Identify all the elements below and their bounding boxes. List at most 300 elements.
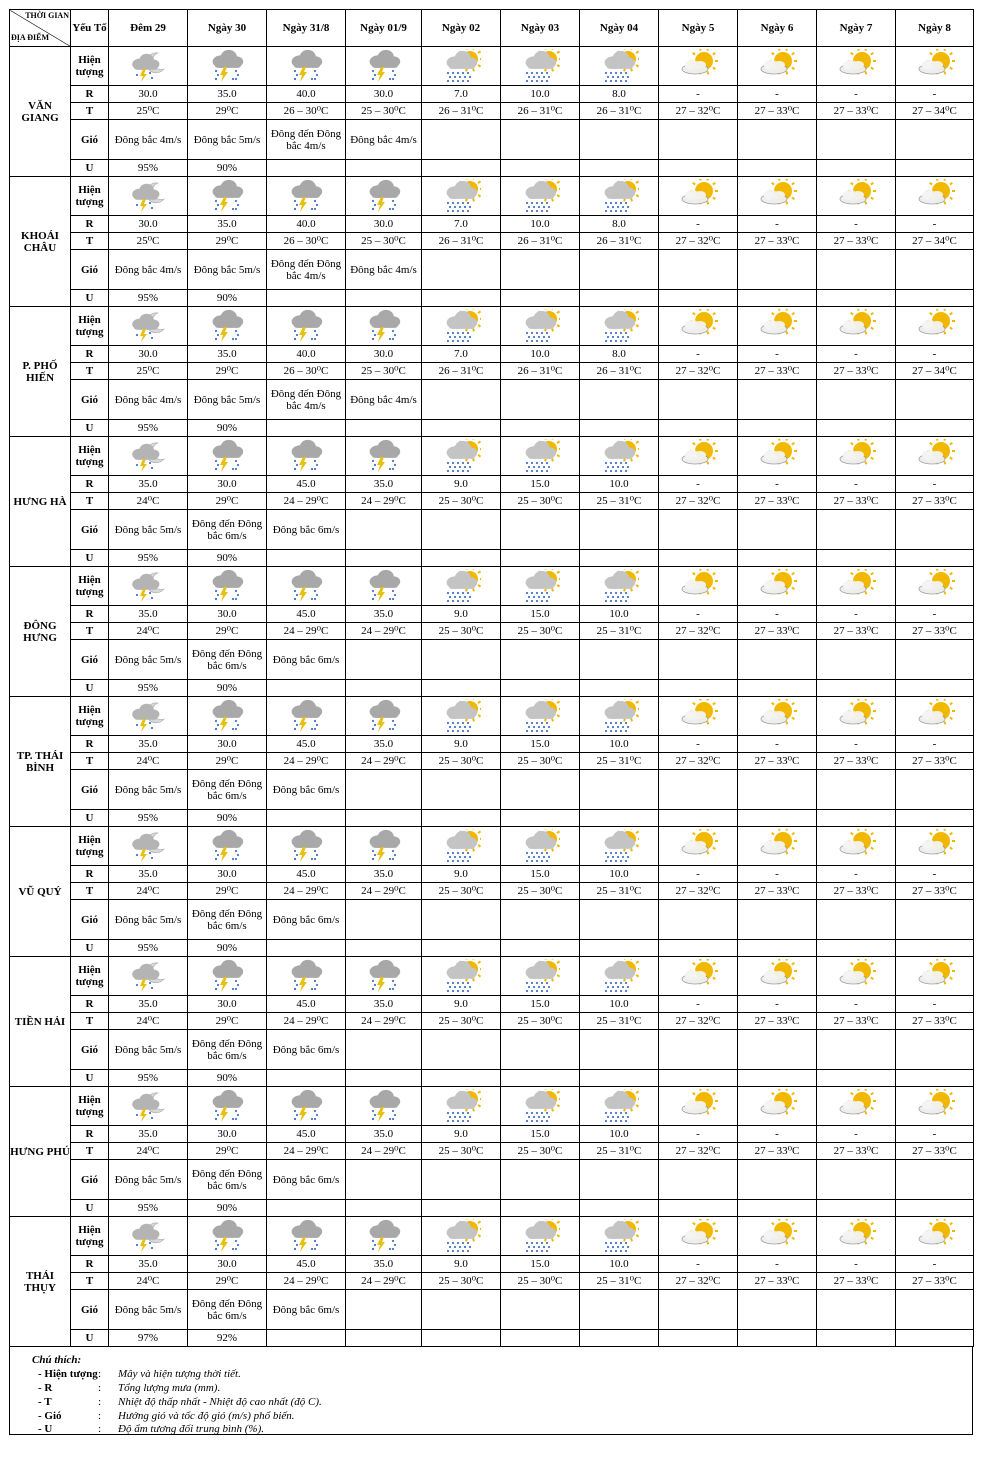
u-value bbox=[659, 680, 738, 697]
t-value: 27 – 33⁰C bbox=[896, 1273, 974, 1290]
sun-cloud-rain-icon bbox=[422, 699, 500, 733]
weather-cell bbox=[817, 307, 896, 346]
location-u-row bbox=[10, 810, 974, 827]
r-value: 9.0 bbox=[422, 476, 501, 493]
night-storm-icon bbox=[109, 699, 187, 733]
gio-value bbox=[501, 250, 580, 290]
t-value: 27 – 33⁰C bbox=[817, 233, 896, 250]
r-value: - bbox=[896, 1126, 974, 1143]
factor-label: T bbox=[71, 103, 109, 120]
u-value bbox=[267, 160, 346, 177]
t-value: 27 – 32⁰C bbox=[659, 753, 738, 770]
r-value: - bbox=[738, 1256, 817, 1273]
u-value bbox=[896, 550, 974, 567]
t-value: 24 – 29⁰C bbox=[346, 1273, 422, 1290]
location-name: KHOÁI CHÂU bbox=[10, 177, 71, 307]
gio-value bbox=[346, 900, 422, 940]
gio-value bbox=[896, 640, 974, 680]
r-value: - bbox=[659, 1256, 738, 1273]
location-hien_tuong-row bbox=[10, 567, 974, 606]
weather-cell bbox=[896, 1217, 974, 1256]
weather-cell bbox=[738, 437, 817, 476]
t-value: 25 – 30⁰C bbox=[346, 363, 422, 380]
u-value bbox=[738, 680, 817, 697]
gio-value bbox=[422, 1290, 501, 1330]
note-text: Tổng lượng mưa (mm). bbox=[118, 1382, 221, 1394]
sun-cloud-icon bbox=[659, 829, 737, 863]
gio-value: Đông bắc 5m/s bbox=[109, 510, 188, 550]
weather-cell bbox=[817, 697, 896, 736]
t-value: 25 – 30⁰C bbox=[346, 103, 422, 120]
sun-cloud-rain-icon bbox=[580, 699, 658, 733]
thunder-rain-icon bbox=[188, 309, 266, 343]
weather-cell bbox=[267, 697, 346, 736]
weather-cell bbox=[346, 567, 422, 606]
r-value: 35.0 bbox=[109, 1126, 188, 1143]
sun-cloud-rain-icon bbox=[501, 569, 579, 603]
factor-label: R bbox=[71, 736, 109, 753]
r-value: - bbox=[896, 86, 974, 103]
gio-value bbox=[501, 770, 580, 810]
header-row bbox=[10, 10, 974, 47]
t-value: 27 – 33⁰C bbox=[738, 1013, 817, 1030]
t-value: 29⁰C bbox=[188, 883, 267, 900]
weather-cell bbox=[659, 307, 738, 346]
gio-value: Đông bắc 5m/s bbox=[188, 250, 267, 290]
gio-value bbox=[817, 120, 896, 160]
weather-cell bbox=[109, 827, 188, 866]
r-value: 15.0 bbox=[501, 866, 580, 883]
thunder-rain-icon bbox=[188, 1219, 266, 1253]
gio-value bbox=[659, 1030, 738, 1070]
gio-value bbox=[896, 380, 974, 420]
sun-cloud-rain-icon bbox=[501, 959, 579, 993]
location-t-row bbox=[10, 103, 974, 120]
sun-cloud-icon bbox=[817, 1219, 895, 1253]
factor-label: T bbox=[71, 883, 109, 900]
sun-cloud-rain-icon bbox=[501, 439, 579, 473]
sun-cloud-icon bbox=[896, 439, 973, 473]
thunder-rain-icon bbox=[188, 49, 266, 83]
location-u-row bbox=[10, 940, 974, 957]
thunder-rain-icon bbox=[267, 699, 345, 733]
t-value: 27 – 32⁰C bbox=[659, 1143, 738, 1160]
gio-value: Đông bắc 4m/s bbox=[109, 250, 188, 290]
sun-cloud-icon bbox=[738, 1089, 816, 1123]
r-value: 45.0 bbox=[267, 866, 346, 883]
factor-label: Gió bbox=[71, 770, 109, 810]
u-value bbox=[346, 160, 422, 177]
u-value bbox=[501, 160, 580, 177]
t-value: 24 – 29⁰C bbox=[267, 1143, 346, 1160]
gio-value bbox=[501, 900, 580, 940]
t-value: 24⁰C bbox=[109, 493, 188, 510]
gio-value: Đông bắc 5m/s bbox=[188, 380, 267, 420]
note-key: - U bbox=[38, 1423, 53, 1435]
weather-cell bbox=[188, 567, 267, 606]
t-value: 27 – 33⁰C bbox=[738, 1143, 817, 1160]
gio-value bbox=[501, 380, 580, 420]
thunder-rain-icon bbox=[346, 699, 421, 733]
weather-cell bbox=[580, 697, 659, 736]
gio-value: Đông đến Đông bắc 4m/s bbox=[267, 250, 346, 290]
u-value bbox=[267, 940, 346, 957]
sun-cloud-icon bbox=[896, 1219, 973, 1253]
legend-notes bbox=[9, 1347, 973, 1435]
u-value bbox=[896, 1070, 974, 1087]
r-value: - bbox=[738, 476, 817, 493]
u-value bbox=[896, 1330, 974, 1347]
u-value bbox=[659, 940, 738, 957]
location-r-row bbox=[10, 476, 974, 493]
gio-value bbox=[422, 120, 501, 160]
factor-label: R bbox=[71, 346, 109, 363]
r-value: 35.0 bbox=[109, 866, 188, 883]
weather-cell bbox=[188, 1217, 267, 1256]
location-gio-row bbox=[10, 1160, 974, 1200]
r-value: - bbox=[659, 606, 738, 623]
thunder-rain-icon bbox=[267, 959, 345, 993]
weather-cell bbox=[896, 1087, 974, 1126]
gio-value: Đông đến Đông bắc 4m/s bbox=[267, 380, 346, 420]
location-t-row bbox=[10, 363, 974, 380]
gio-value bbox=[817, 900, 896, 940]
location-u-row bbox=[10, 1200, 974, 1217]
r-value: 35.0 bbox=[109, 736, 188, 753]
sun-cloud-icon bbox=[738, 439, 816, 473]
u-value bbox=[346, 420, 422, 437]
t-value: 29⁰C bbox=[188, 1013, 267, 1030]
weather-cell bbox=[422, 1087, 501, 1126]
sun-cloud-icon bbox=[659, 699, 737, 733]
t-value: 27 – 33⁰C bbox=[817, 363, 896, 380]
weather-cell bbox=[817, 827, 896, 866]
weather-cell bbox=[267, 177, 346, 216]
r-value: 30.0 bbox=[109, 86, 188, 103]
r-value: 30.0 bbox=[188, 996, 267, 1013]
weather-cell bbox=[188, 437, 267, 476]
t-value: 24⁰C bbox=[109, 623, 188, 640]
r-value: 35.0 bbox=[346, 1256, 422, 1273]
factor-label: T bbox=[71, 363, 109, 380]
u-value bbox=[422, 160, 501, 177]
u-value bbox=[422, 810, 501, 827]
location-r-row bbox=[10, 866, 974, 883]
weather-cell bbox=[501, 827, 580, 866]
sun-cloud-rain-icon bbox=[580, 1219, 658, 1253]
t-value: 25 – 31⁰C bbox=[580, 1143, 659, 1160]
gio-value bbox=[580, 510, 659, 550]
weather-cell bbox=[896, 567, 974, 606]
sun-cloud-icon bbox=[738, 569, 816, 603]
r-value: - bbox=[896, 476, 974, 493]
location-hien_tuong-row bbox=[10, 1217, 974, 1256]
sun-cloud-icon bbox=[659, 179, 737, 213]
weather-cell bbox=[501, 957, 580, 996]
note-key: - T bbox=[38, 1396, 52, 1408]
gio-value: Đông đến Đông bắc 6m/s bbox=[188, 900, 267, 940]
r-value: 35.0 bbox=[109, 1256, 188, 1273]
sun-cloud-rain-icon bbox=[501, 1219, 579, 1253]
t-value: 25 – 30⁰C bbox=[422, 1013, 501, 1030]
location-hien_tuong-row bbox=[10, 957, 974, 996]
weather-cell bbox=[501, 1087, 580, 1126]
gio-value bbox=[346, 640, 422, 680]
u-value: 95% bbox=[109, 940, 188, 957]
weather-cell bbox=[659, 827, 738, 866]
sun-cloud-icon bbox=[817, 569, 895, 603]
weather-cell bbox=[267, 827, 346, 866]
t-value: 25 – 30⁰C bbox=[422, 623, 501, 640]
factor-label: Hiện tượng bbox=[71, 47, 109, 86]
location-u-row bbox=[10, 1070, 974, 1087]
weather-cell bbox=[501, 697, 580, 736]
t-value: 27 – 33⁰C bbox=[817, 623, 896, 640]
thunder-rain-icon bbox=[267, 1089, 345, 1123]
weather-cell bbox=[501, 567, 580, 606]
gio-value bbox=[817, 1160, 896, 1200]
t-value: 27 – 32⁰C bbox=[659, 363, 738, 380]
note-sep: : bbox=[98, 1368, 102, 1380]
t-value: 24⁰C bbox=[109, 1273, 188, 1290]
location-hien_tuong-row bbox=[10, 437, 974, 476]
u-value bbox=[422, 420, 501, 437]
r-value: - bbox=[738, 736, 817, 753]
location-u-row bbox=[10, 680, 974, 697]
thunder-rain-icon bbox=[188, 179, 266, 213]
r-value: 45.0 bbox=[267, 606, 346, 623]
u-value bbox=[267, 810, 346, 827]
factor-label: T bbox=[71, 1143, 109, 1160]
r-value: 30.0 bbox=[109, 346, 188, 363]
day-header: Ngày 5 bbox=[659, 10, 738, 47]
factor-label: U bbox=[71, 1330, 109, 1347]
u-value bbox=[501, 680, 580, 697]
gio-value bbox=[738, 770, 817, 810]
t-value: 27 – 33⁰C bbox=[817, 883, 896, 900]
r-value: 9.0 bbox=[422, 866, 501, 883]
gio-value bbox=[896, 1030, 974, 1070]
u-value bbox=[659, 420, 738, 437]
gio-value: Đông bắc 4m/s bbox=[109, 120, 188, 160]
night-storm-icon bbox=[109, 309, 187, 343]
weather-cell bbox=[896, 47, 974, 86]
u-value bbox=[817, 1070, 896, 1087]
gio-value: Đông bắc 6m/s bbox=[267, 1160, 346, 1200]
r-value: 10.0 bbox=[501, 346, 580, 363]
weather-cell bbox=[109, 437, 188, 476]
factor-label: U bbox=[71, 1070, 109, 1087]
weather-cell bbox=[109, 47, 188, 86]
location-hien_tuong-row bbox=[10, 697, 974, 736]
factor-label: R bbox=[71, 1126, 109, 1143]
r-value: - bbox=[659, 1126, 738, 1143]
r-value: 30.0 bbox=[188, 1256, 267, 1273]
factor-label: T bbox=[71, 493, 109, 510]
note-key: - Gió bbox=[38, 1410, 62, 1422]
weather-cell bbox=[188, 47, 267, 86]
u-value bbox=[896, 940, 974, 957]
r-value: - bbox=[738, 866, 817, 883]
u-value bbox=[422, 550, 501, 567]
r-value: 8.0 bbox=[580, 86, 659, 103]
gio-value: Đông bắc 5m/s bbox=[109, 1030, 188, 1070]
gio-value bbox=[738, 250, 817, 290]
gio-value: Đông đến Đông bắc 6m/s bbox=[188, 1030, 267, 1070]
gio-value: Đông đến Đông bắc 6m/s bbox=[188, 510, 267, 550]
weather-cell bbox=[188, 957, 267, 996]
r-value: - bbox=[896, 1256, 974, 1273]
t-value: 29⁰C bbox=[188, 753, 267, 770]
night-storm-icon bbox=[109, 959, 187, 993]
weather-cell bbox=[422, 697, 501, 736]
factor-label: U bbox=[71, 810, 109, 827]
location-name: HƯNG PHÚ bbox=[10, 1087, 71, 1217]
u-value bbox=[501, 550, 580, 567]
weather-cell bbox=[188, 827, 267, 866]
u-value bbox=[659, 290, 738, 307]
sun-cloud-rain-icon bbox=[580, 309, 658, 343]
weather-cell bbox=[109, 307, 188, 346]
r-value: - bbox=[659, 346, 738, 363]
t-value: 26 – 30⁰C bbox=[267, 233, 346, 250]
weather-cell bbox=[817, 437, 896, 476]
weather-cell bbox=[422, 437, 501, 476]
gio-value bbox=[896, 1160, 974, 1200]
note-line bbox=[38, 1409, 295, 1423]
t-value: 27 – 33⁰C bbox=[738, 363, 817, 380]
r-value: 15.0 bbox=[501, 476, 580, 493]
gio-value bbox=[738, 120, 817, 160]
u-value bbox=[817, 550, 896, 567]
r-value: 30.0 bbox=[346, 216, 422, 233]
gio-value bbox=[346, 770, 422, 810]
gio-value: Đông bắc 4m/s bbox=[346, 380, 422, 420]
gio-value: Đông bắc 6m/s bbox=[267, 770, 346, 810]
corner-time-label: THỜI GIAN bbox=[25, 11, 69, 20]
t-value: 24 – 29⁰C bbox=[267, 623, 346, 640]
day-header: Ngày 04 bbox=[580, 10, 659, 47]
sun-cloud-rain-icon bbox=[501, 829, 579, 863]
u-value bbox=[422, 1200, 501, 1217]
r-value: 35.0 bbox=[109, 606, 188, 623]
location-t-row bbox=[10, 1013, 974, 1030]
gio-value: Đông bắc 4m/s bbox=[346, 250, 422, 290]
factor-label: Hiện tượng bbox=[71, 567, 109, 606]
t-value: 25 – 31⁰C bbox=[580, 1273, 659, 1290]
factor-label: Hiện tượng bbox=[71, 827, 109, 866]
sun-cloud-icon bbox=[896, 829, 973, 863]
thunder-rain-icon bbox=[346, 179, 421, 213]
thunder-rain-icon bbox=[188, 1089, 266, 1123]
factor-label: Gió bbox=[71, 120, 109, 160]
weather-cell bbox=[580, 957, 659, 996]
weather-cell bbox=[267, 957, 346, 996]
thunder-rain-icon bbox=[267, 1219, 345, 1253]
gio-value: Đông bắc 6m/s bbox=[267, 1290, 346, 1330]
gio-value bbox=[580, 900, 659, 940]
note-text: Hướng gió và tốc độ gió (m/s) phổ biến. bbox=[118, 1410, 295, 1422]
day-header: Đêm 29 bbox=[109, 10, 188, 47]
t-value: 24 – 29⁰C bbox=[346, 753, 422, 770]
t-value: 25 – 31⁰C bbox=[580, 753, 659, 770]
u-value bbox=[817, 940, 896, 957]
gio-value: Đông bắc 4m/s bbox=[109, 380, 188, 420]
u-value: 95% bbox=[109, 420, 188, 437]
t-value: 27 – 33⁰C bbox=[817, 493, 896, 510]
u-value bbox=[501, 420, 580, 437]
r-value: 10.0 bbox=[580, 1256, 659, 1273]
factor-label: Gió bbox=[71, 1290, 109, 1330]
r-value: - bbox=[817, 606, 896, 623]
u-value bbox=[738, 420, 817, 437]
u-value bbox=[896, 160, 974, 177]
sun-cloud-icon bbox=[896, 959, 973, 993]
t-value: 25 – 31⁰C bbox=[580, 883, 659, 900]
sun-cloud-icon bbox=[896, 179, 973, 213]
thunder-rain-icon bbox=[346, 1219, 421, 1253]
gio-value bbox=[896, 770, 974, 810]
r-value: 10.0 bbox=[580, 476, 659, 493]
r-value: 10.0 bbox=[501, 216, 580, 233]
location-name: VĂN GIANG bbox=[10, 47, 71, 177]
sun-cloud-icon bbox=[738, 699, 816, 733]
weather-cell bbox=[817, 177, 896, 216]
u-value bbox=[501, 290, 580, 307]
r-value: 35.0 bbox=[109, 996, 188, 1013]
r-value: 10.0 bbox=[580, 736, 659, 753]
weather-cell bbox=[738, 307, 817, 346]
forecast-body bbox=[10, 47, 974, 1347]
t-value: 24⁰C bbox=[109, 1143, 188, 1160]
weather-cell bbox=[896, 827, 974, 866]
u-value bbox=[659, 1200, 738, 1217]
t-value: 27 – 33⁰C bbox=[738, 233, 817, 250]
t-value: 27 – 32⁰C bbox=[659, 883, 738, 900]
location-r-row bbox=[10, 1126, 974, 1143]
weather-cell bbox=[580, 437, 659, 476]
weather-cell bbox=[422, 177, 501, 216]
gio-value: Đông bắc 4m/s bbox=[346, 120, 422, 160]
r-value: - bbox=[817, 996, 896, 1013]
r-value: - bbox=[659, 866, 738, 883]
gio-value bbox=[580, 640, 659, 680]
weather-cell bbox=[659, 47, 738, 86]
weather-cell bbox=[738, 697, 817, 736]
gio-value bbox=[896, 250, 974, 290]
weather-cell bbox=[738, 177, 817, 216]
r-value: 35.0 bbox=[188, 86, 267, 103]
r-value: 7.0 bbox=[422, 216, 501, 233]
gio-value: Đông bắc 5m/s bbox=[109, 640, 188, 680]
weather-cell bbox=[580, 827, 659, 866]
r-value: 15.0 bbox=[501, 1126, 580, 1143]
gio-value bbox=[659, 250, 738, 290]
day-header: Ngày 02 bbox=[422, 10, 501, 47]
r-value: - bbox=[817, 1126, 896, 1143]
sun-cloud-icon bbox=[659, 49, 737, 83]
t-value: 24 – 29⁰C bbox=[346, 883, 422, 900]
thunder-rain-icon bbox=[346, 49, 421, 83]
t-value: 27 – 32⁰C bbox=[659, 1013, 738, 1030]
factor-label: Hiện tượng bbox=[71, 1087, 109, 1126]
sun-cloud-icon bbox=[896, 1089, 973, 1123]
t-value: 25 – 30⁰C bbox=[501, 1273, 580, 1290]
thunder-rain-icon bbox=[346, 829, 421, 863]
factor-header: Yếu Tố bbox=[71, 10, 109, 47]
u-value bbox=[738, 940, 817, 957]
u-value bbox=[659, 1070, 738, 1087]
